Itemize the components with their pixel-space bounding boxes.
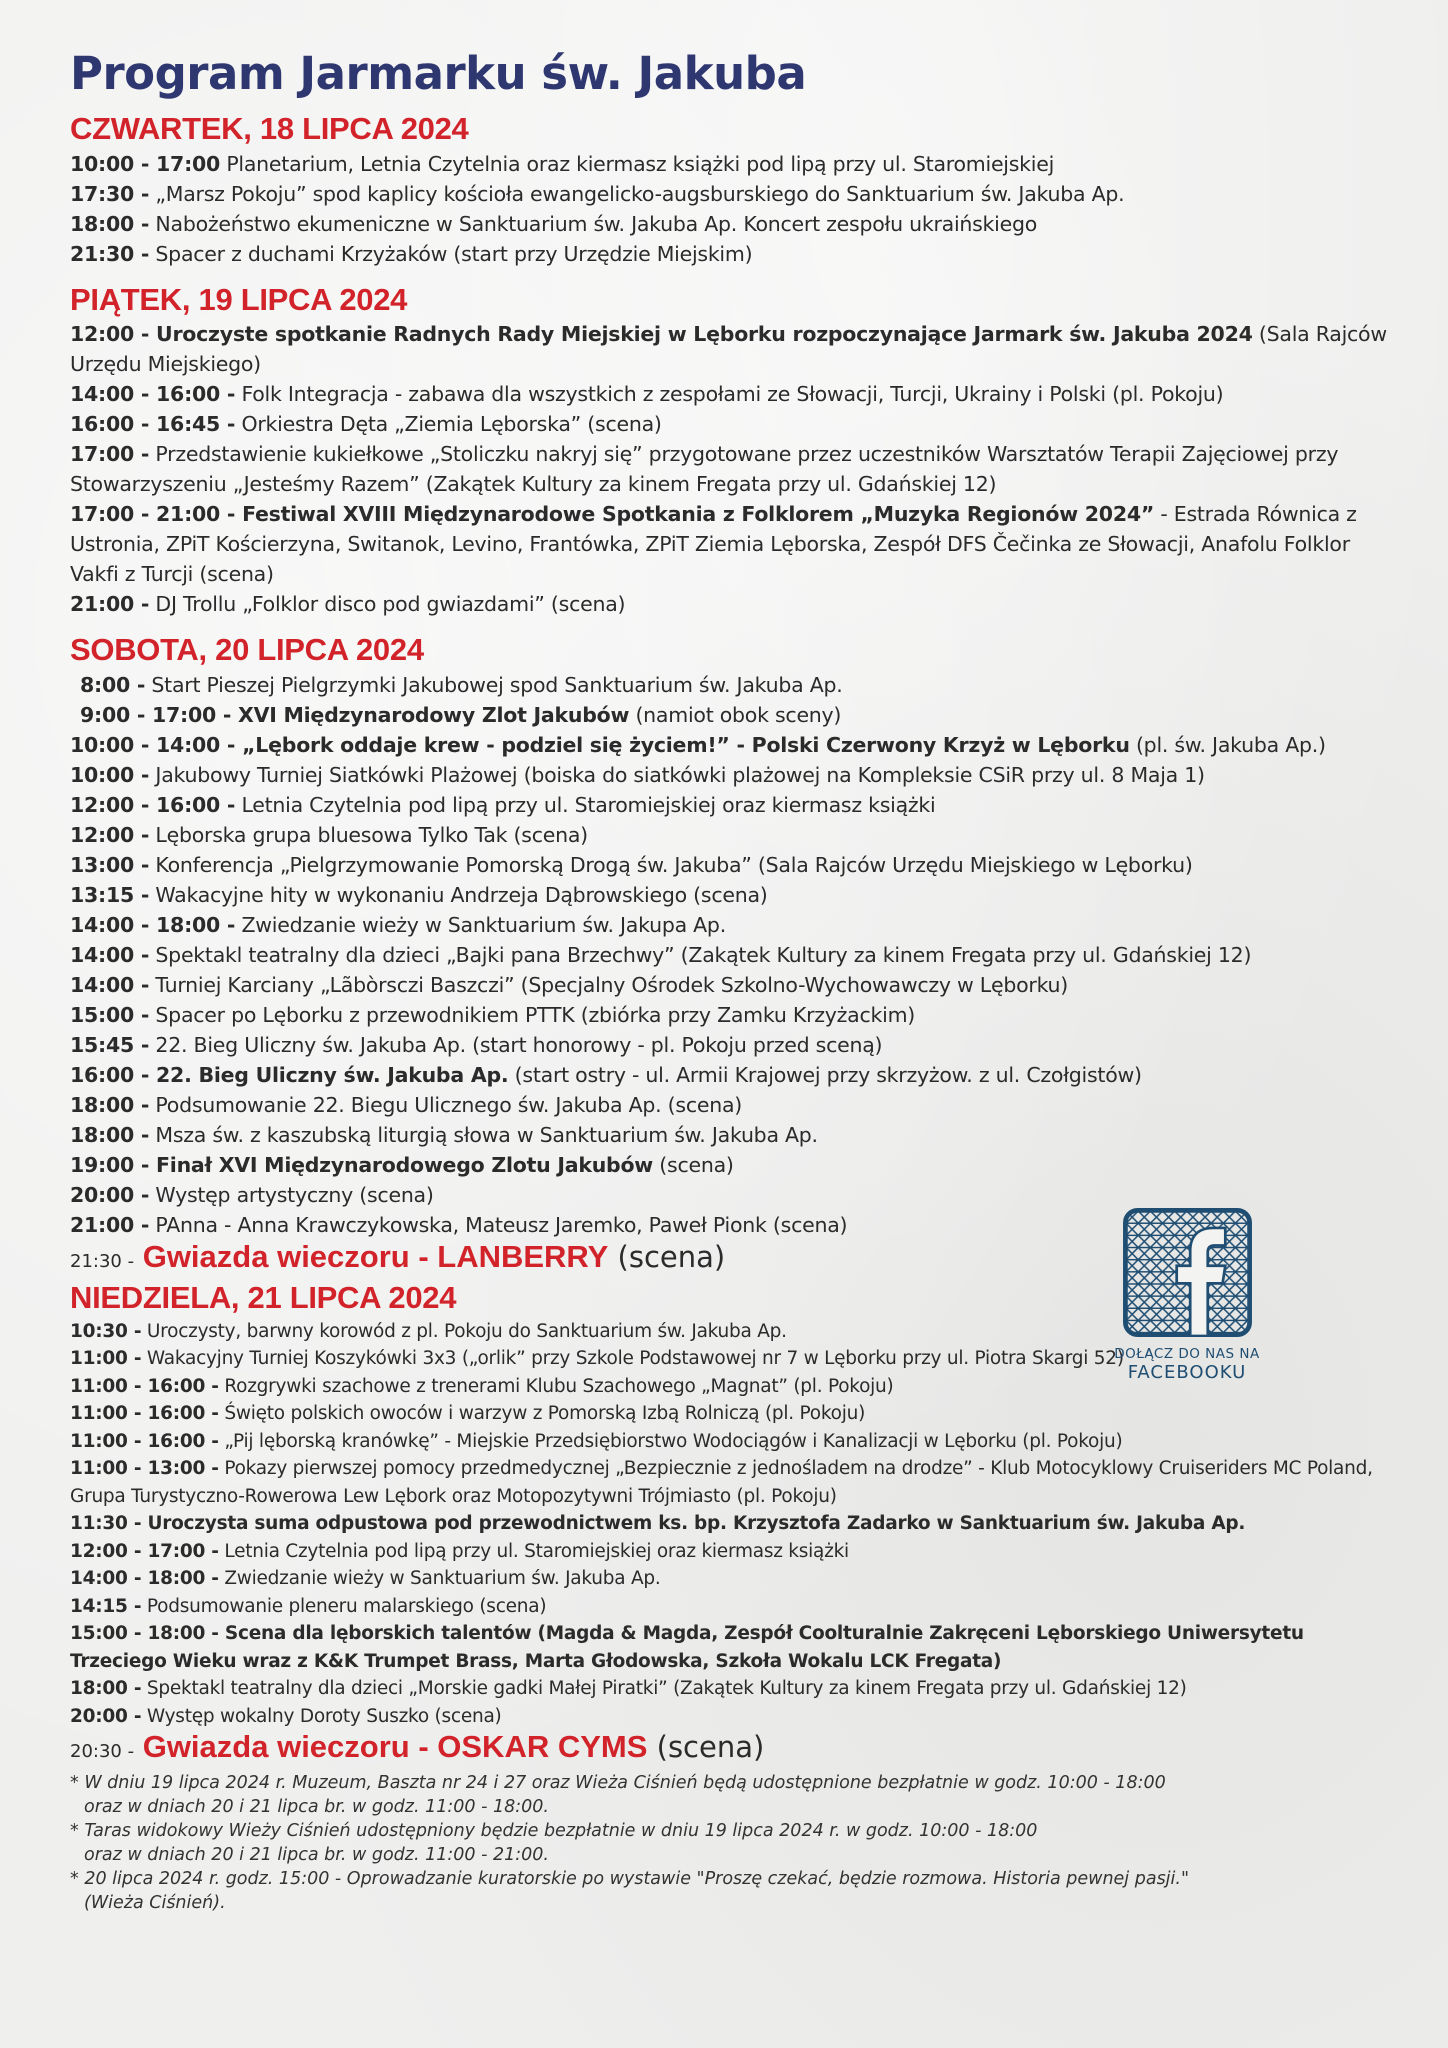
event-row	[70, 379, 1390, 409]
event-description: Konferencja „Pielgrzymowanie Pomorską Drogą św. Jakuba” (Sala Rajców Urzędu Miejskiego w Lęborku)	[149, 853, 1193, 877]
event-description: Letnia Czytelnia pod lipą przy ul. Staromiejskiej oraz kiermasz książki	[218, 1540, 849, 1562]
event-time: 15:45 -	[70, 1033, 150, 1057]
event-time: 17:00 -	[70, 442, 150, 467]
event-description: Uroczysty, barwny korowód z pl. Pokoju do Sanktuarium św. Jakuba Ap.	[141, 1320, 787, 1342]
event-description: Spektakl teatralny dla dzieci „Morskie gadki Małej Piratki” (Zakątek Kultury za kinem Fregata przy ul. Gdańskiej 12)	[141, 1678, 1187, 1700]
day-heading: NIEDZIELA, 21 LIPCA 2024	[70, 1280, 457, 1315]
event-time: 14:00 -	[70, 943, 150, 967]
facebook-link[interactable]	[1102, 1205, 1272, 1383]
event-description: (pl. św. Jakuba Ap.)	[1129, 733, 1326, 757]
event-row	[70, 179, 1390, 209]
event-row	[70, 1120, 1390, 1150]
event-time: 14:00 - 16:00 -	[70, 382, 236, 407]
event-time: 13:00 -	[70, 853, 150, 877]
footnote-line: * W dniu 19 lipca 2024 r. Muzeum, Baszta nr 24 i 27 oraz Wieża Ciśnień będą udostępnione bezpłatnie w godz. 10:00 - 18:00	[70, 1773, 1166, 1794]
event-time: 21:30 -	[70, 1251, 135, 1272]
event-time: 12:00 - 16:00 -	[70, 793, 236, 817]
event-row	[70, 1675, 1390, 1703]
event-description: Spektakl teatralny dla dzieci „Bajki pana Brzechwy” (Zakątek Kultury za kinem Fregata przy ul. Gdańskiej 12)	[149, 943, 1252, 967]
footnote-line: (Wieża Ciśnień).	[84, 1893, 226, 1914]
event-row	[70, 910, 1390, 940]
event-description: Wakacyjny Turniej Koszykówki 3x3 („orlik” przy Szkole Podstawowej nr 7 w Lęborku przy ul. Piotra Skargi 52)	[141, 1348, 1124, 1370]
event-time: 18:00 -	[70, 1093, 150, 1117]
event-time: 14:00 -	[70, 973, 150, 997]
event-time: 11:00 -	[70, 1348, 142, 1370]
event-description: Występ artystyczny (scena)	[149, 1183, 434, 1207]
event-row	[70, 1090, 1390, 1120]
event-description: Jakubowy Turniej Siatkówki Plażowej (boiska do siatkówki plażowej na Kompleksie CSiR przy ul. 8 Maja 1)	[149, 763, 1205, 787]
event-description: Święto polskich owoców i warzyw z Pomorską Izbą Rolniczą (pl. Pokoju)	[218, 1403, 866, 1425]
event-time: 11:00 - 16:00 -	[70, 1403, 219, 1425]
event-row	[70, 730, 1390, 760]
facebook-caption-bold: FACEBOOKU	[1127, 1362, 1247, 1383]
event-row	[70, 499, 1390, 589]
event-row	[70, 1000, 1390, 1030]
event-description: (Sala Rajców Urzędu Miejskiego)	[70, 322, 1387, 377]
event-time: 8:00 -	[80, 673, 146, 697]
event-time: 14:15 -	[70, 1595, 142, 1617]
event-time: 14:00 - 18:00 -	[70, 1568, 219, 1590]
event-time: 11:30 -	[70, 1513, 142, 1535]
event-description: Podsumowanie pleneru malarskiego (scena)	[141, 1595, 547, 1617]
facebook-icon	[1120, 1205, 1255, 1340]
footnote-line: oraz w dniach 20 i 21 lipca br. w godz. 11:00 - 18:00.	[84, 1797, 549, 1818]
event-time: 12:00 - 17:00 -	[70, 1540, 219, 1562]
event-description: Spacer po Lęborku z przewodnikiem PTTK (zbiórka przy Zamku Krzyżackim)	[149, 1003, 916, 1027]
event-row	[70, 319, 1390, 379]
headliner-name: Gwiazda wieczoru - OSKAR CYMS	[134, 1729, 648, 1765]
event-description: Turniej Karciany „Lãbòrsczi Baszczi” (Specjalny Ośrodek Szkolno-Wychowawczy w Lęborku)	[149, 973, 1069, 997]
footnote-line: * 20 lipca 2024 r. godz. 15:00 - Oprowadzanie kuratorskie po wystawie "Proszę czekać, będzie rozmowa. Historia pewnej pasji."	[70, 1869, 1190, 1890]
event-description: „Marsz Pokoju” spod kaplicy kościoła ewangelicko-augsburskiego do Sanktuarium św. Jakuba Ap.	[149, 181, 1125, 206]
event-time: 17:30 -	[70, 181, 150, 206]
event-time: 10:00 -	[70, 763, 150, 787]
event-row	[70, 790, 1390, 820]
event-row	[70, 409, 1390, 439]
event-row	[70, 1703, 1390, 1731]
event-venue: (scena)	[647, 1730, 765, 1765]
event-venue: (scena)	[608, 1240, 726, 1274]
event-description: Planetarium, Letnia Czytelnia oraz kiermasz książki pod lipą przy ul. Staromiejskiej	[220, 151, 1055, 176]
event-row	[70, 1565, 1390, 1593]
event-title-bold: „Lębork oddaje krew - podziel się życiem!” - Polski Czerwony Krzyż w Lęborku	[235, 733, 1130, 757]
event-title-bold: Festiwal XVIII Międzynarodowe Spotkania z Folklorem „Muzyka Regionów 2024”	[235, 502, 1155, 527]
program-page	[70, 48, 1390, 1915]
event-row	[70, 940, 1390, 970]
footnote-line: * Taras widokowy Wieży Ciśnień udostępniony będzie bezpłatnie w dniu 19 lipca 2024 r. w godz. 10:00 - 18:00	[70, 1821, 1038, 1842]
event-description: Msza św. z kaszubską liturgią słowa w Sanktuarium św. Jakuba Ap.	[149, 1123, 818, 1147]
event-description: Orkiestra Dęta „Ziemia Lęborska” (scena)	[235, 412, 662, 437]
day-heading: SOBOTA, 20 LIPCA 2024	[70, 632, 424, 668]
event-time: 18:00 -	[70, 211, 150, 236]
event-description: (start ostry - ul. Armii Krajowej przy skrzyżow. z ul. Czołgistów)	[508, 1063, 1142, 1087]
event-title-bold: Uroczysta suma odpustowa pod przewodnictwem ks. bp. Krzysztofa Zadarko w Sanktuarium św. Jakuba Ap.	[141, 1513, 1246, 1535]
event-row	[70, 1593, 1390, 1621]
event-row	[70, 1060, 1390, 1090]
day-heading: CZWARTEK, 18 LIPCA 2024	[70, 110, 469, 146]
event-row	[70, 1538, 1390, 1566]
event-description: Podsumowanie 22. Biegu Ulicznego św. Jakuba Ap. (scena)	[149, 1093, 743, 1117]
event-row	[70, 970, 1390, 1000]
event-row	[70, 1510, 1390, 1538]
event-title-bold: 22. Bieg Uliczny św. Jakuba Ap.	[149, 1063, 509, 1087]
event-time: 12:00 -	[70, 823, 150, 847]
event-time: 20:00 -	[70, 1705, 142, 1727]
event-time: 15:00 - 18:00 -	[70, 1623, 219, 1645]
footnotes	[70, 1771, 1390, 1915]
event-time: 10:30 -	[70, 1320, 142, 1342]
event-description: Zwiedzanie wieży w Sanktuarium św. Jakupa Ap.	[235, 913, 726, 937]
event-time: 16:00 -	[70, 1063, 150, 1087]
event-row	[70, 700, 1390, 730]
event-row	[70, 1428, 1390, 1456]
event-time: 10:00 - 14:00 -	[70, 733, 236, 757]
event-list	[70, 149, 1390, 269]
day-heading: PIĄTEK, 19 LIPCA 2024	[70, 281, 408, 317]
day-section-friday	[70, 281, 1390, 620]
event-time: 21:00 -	[70, 1213, 150, 1237]
event-description: Przedstawienie kukiełkowe „Stoliczku nakryj się” przygotowane przez uczestników Warsztatów Terapii Zajęciowej przy Stowarzyszeniu „Jesteśmy Razem” (Zakątek Kultury za kinem Fregata przy ul. Gdańskiej 12)	[70, 442, 1339, 497]
event-description: - Estrada Równica z Ustronia, ZPiT Kościerzyna, Switanok, Levino, Frantówka, ZPiT Ziemia Lęborska, Zespół DFS Čečinka ze Słowacji, Anafolu Folklor Vakfi z Turcji (scena)	[70, 502, 1357, 587]
event-row	[70, 1455, 1390, 1510]
event-row	[70, 1400, 1390, 1428]
event-row	[70, 760, 1390, 790]
event-title-bold: Finał XVI Międzynarodowego Zlotu Jakubów	[149, 1153, 653, 1177]
event-row	[70, 670, 1390, 700]
event-description: PAnna - Anna Krawczykowska, Mateusz Jaremko, Paweł Pionk (scena)	[149, 1213, 848, 1237]
event-time: 11:00 - 16:00 -	[70, 1430, 219, 1452]
event-list	[70, 319, 1390, 619]
event-description: Folk Integracja - zabawa dla wszystkich z zespołami ze Słowacji, Turcji, Ukrainy i Polski (pl. Pokoju)	[235, 382, 1224, 407]
event-description: 22. Bieg Uliczny św. Jakuba Ap. (start honorowy - pl. Pokoju przed sceną)	[149, 1033, 883, 1057]
event-row	[70, 209, 1390, 239]
event-row	[70, 880, 1390, 910]
event-list	[70, 670, 1390, 1240]
event-time: 15:00 -	[70, 1003, 150, 1027]
headliner-name: Gwiazda wieczoru - LANBERRY	[134, 1239, 609, 1274]
event-row	[70, 850, 1390, 880]
event-row	[70, 820, 1390, 850]
event-description: Pokazy pierwszej pomocy przedmedycznej „Bezpiecznie z jednośladem na drodze” - Klub Motocyklowy Cruiseriders MC Poland, Grupa Turystyczno-Rowerowa Lew Lębork oraz Motopozytywni Trójmiasto (pl. Pokoju)	[70, 1458, 1373, 1507]
event-time: 20:00 -	[70, 1183, 150, 1207]
event-description: Start Pieszej Pielgrzymki Jakubowej spod Sanktuarium św. Jakuba Ap.	[145, 673, 843, 697]
event-time: 14:00 - 18:00 -	[70, 913, 236, 937]
event-time: 11:00 - 13:00 -	[70, 1458, 219, 1480]
event-description: Nabożeństwo ekumeniczne w Sanktuarium św. Jakuba Ap. Koncert zespołu ukraińskiego	[149, 211, 1038, 236]
event-time: 10:00 - 17:00	[70, 151, 221, 176]
event-time: 18:00 -	[70, 1123, 150, 1147]
event-time: 21:30 -	[70, 241, 150, 266]
day-section-thursday	[70, 110, 1390, 269]
event-time: 12:00 -	[70, 322, 150, 347]
event-title-bold: XVI Międzynarodowy Zlot Jakubów	[231, 703, 630, 727]
day-section-saturday	[70, 631, 1390, 1277]
event-description: Występ wokalny Doroty Suszko (scena)	[141, 1705, 502, 1727]
event-row	[70, 1150, 1390, 1180]
page-title: Program Jarmarku św. Jakuba	[70, 47, 807, 100]
event-description: Wakacyjne hity w wykonaniu Andrzeja Dąbrowskiego (scena)	[149, 883, 768, 907]
event-description: Lęborska grupa bluesowa Tylko Tak (scena)	[149, 823, 588, 847]
footnote-line: oraz w dniach 20 i 21 lipca br. w godz. 11:00 - 21:00.	[84, 1845, 549, 1866]
event-time: 16:00 - 16:45 -	[70, 412, 236, 437]
event-row	[70, 439, 1390, 499]
event-time: 9:00 - 17:00 -	[80, 703, 232, 727]
event-time: 17:00 - 21:00 -	[70, 502, 236, 527]
event-row	[70, 1620, 1390, 1675]
event-row	[70, 149, 1390, 179]
facebook-caption: DOŁĄCZ DO NAS NA	[1114, 1346, 1260, 1362]
event-row	[70, 1030, 1390, 1060]
event-description: Letnia Czytelnia pod lipą przy ul. Staromiejskiej oraz kiermasz książki	[235, 793, 936, 817]
event-time: 20:30 -	[70, 1741, 135, 1763]
event-description: (namiot obok sceny)	[629, 703, 842, 727]
event-description: Zwiedzanie wieży w Sanktuarium św. Jakuba Ap.	[218, 1568, 661, 1590]
event-description: (scena)	[653, 1153, 734, 1177]
event-time: 19:00 -	[70, 1153, 150, 1177]
event-time: 11:00 - 16:00 -	[70, 1375, 219, 1397]
event-title-bold: Uroczyste spotkanie Radnych Rady Miejskiej w Lęborku rozpoczynające Jarmark św. Jakuba 2024	[149, 322, 1253, 347]
event-description: „Pij lęborską kranówkę” - Miejskie Przedsiębiorstwo Wodociągów i Kanalizacji w Lęborku (pl. Pokoju)	[218, 1430, 1123, 1452]
event-time: 18:00 -	[70, 1678, 142, 1700]
event-title-bold: Scena dla lęborskich talentów (Magda & Magda, Zespół Coolturalnie Zakręceni Lęborskiego Uniwersytetu Trzeciego Wieku wraz z K&K Trumpet Brass, Marta Głodowska, Szkoła Wokalu LCK Fregata)	[70, 1623, 1304, 1672]
event-description: Rozgrywki szachowe z trenerami Klubu Szachowego „Magnat” (pl. Pokoju)	[218, 1375, 894, 1397]
event-description: DJ Trollu „Folklor disco pod gwiazdami” (scena)	[149, 592, 626, 617]
headliner-event	[70, 1729, 1390, 1767]
event-description: Spacer z duchami Krzyżaków (start przy Urzędzie Miejskim)	[149, 241, 753, 266]
event-time: 21:00 -	[70, 592, 150, 617]
event-row	[70, 239, 1390, 269]
event-time: 13:15 -	[70, 883, 150, 907]
event-row	[70, 589, 1390, 619]
